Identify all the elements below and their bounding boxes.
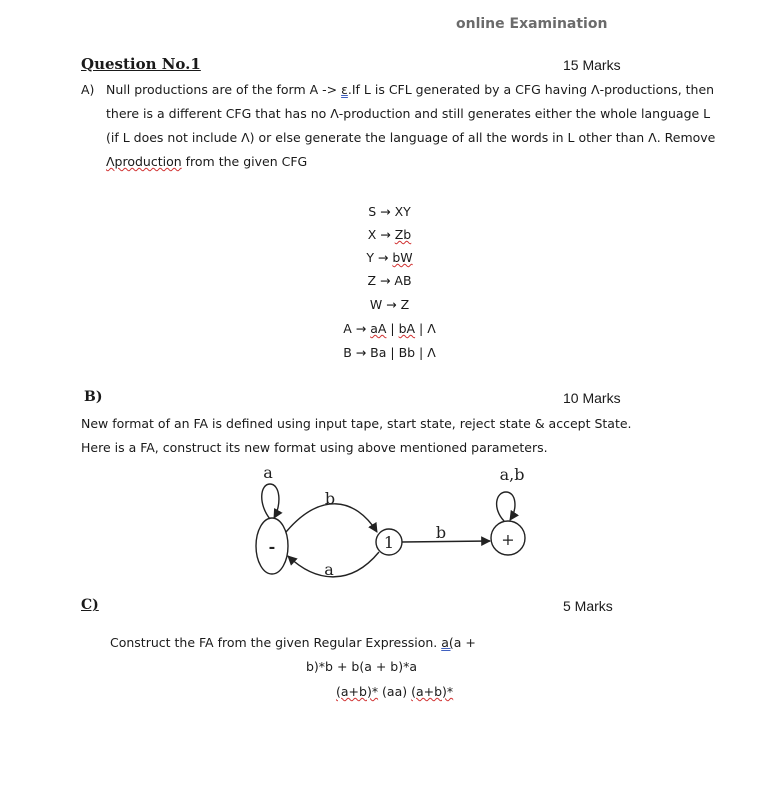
edge-label-loop-start: a <box>263 463 273 482</box>
state-label-1: 1 <box>383 533 395 552</box>
part-a-line-2: there is a different CFG that has no Λ-production and still generates either the whole language L <box>106 106 711 121</box>
spellcheck-word: bW <box>392 250 413 265</box>
text-segment: L is CFL generated by a CFG having Λ-productions, then <box>359 82 715 97</box>
spellcheck-word: Zb <box>394 227 412 242</box>
part-b-marks: 10 Marks <box>563 390 621 406</box>
grammar-rule-b: B → Ba | Bb | Λ <box>343 345 436 360</box>
part-c-line-3 <box>336 680 453 704</box>
edge-label-1-to-start: a <box>324 560 334 579</box>
grammar-rule-y <box>0 250 779 265</box>
text-segment: . <box>347 82 352 97</box>
edge-label-loop-accept: a,b <box>499 465 525 484</box>
loop-accept-edge <box>497 492 515 521</box>
spellcheck-word: bA <box>398 321 416 336</box>
spellcheck-word: Λproduction <box>106 154 182 169</box>
text-segment: from the given CFG <box>181 154 308 169</box>
part-c-line-2: b)*b + b(a + b)*a <box>306 659 418 674</box>
text-segment: (aa) <box>378 684 412 699</box>
question-marks: 15 Marks <box>563 57 621 73</box>
part-a-line-4 <box>106 150 307 174</box>
fa-diagram <box>240 462 540 587</box>
loop-start-edge <box>262 484 279 519</box>
part-a-line-1 <box>106 78 714 102</box>
part-c-marks: 5 Marks <box>563 598 613 614</box>
grammar-rule-z: Z → AB <box>367 273 412 288</box>
text-segment: If <box>351 82 360 97</box>
spellcheck-word: aA <box>370 321 387 336</box>
text-segment: | <box>386 321 399 336</box>
grammar-rule-x <box>0 227 779 242</box>
text-segment: A → <box>343 321 371 336</box>
edge-label-start-to-1: b <box>324 489 336 508</box>
part-c-line-1 <box>110 631 476 655</box>
part-c-label: C) <box>81 597 99 613</box>
part-a-line-3: (if L does not include Λ) or else generate the language of all the words in L other than Λ. Remove <box>106 130 716 145</box>
text-segment: X → <box>367 227 395 242</box>
state-label-accept: + <box>501 530 515 549</box>
text-segment: Y → <box>366 250 393 265</box>
grammar-rule-s: S → XY <box>368 204 411 219</box>
page-header-title: online Examination <box>456 16 608 32</box>
spellcheck-word: (a+b)* <box>336 684 379 699</box>
edge-start-to-1 <box>286 504 377 532</box>
text-segment: | Λ <box>415 321 436 336</box>
text-segment: Null productions are of the form A -> <box>106 82 342 97</box>
part-a-label: A) <box>81 82 95 97</box>
part-b-label: B) <box>84 389 103 405</box>
state-label-start: - <box>268 537 276 556</box>
epsilon-symbol: ε <box>341 82 348 97</box>
grammar-rule-a <box>0 321 779 336</box>
spellcheck-word: (a+b)* <box>411 684 454 699</box>
question-title: Question No.1 <box>81 55 201 73</box>
part-b-line-2: Here is a FA, construct its new format using above mentioned parameters. <box>81 440 548 455</box>
text-segment: Construct the FA from the given Regular Expression. <box>110 635 442 650</box>
text-segment: a + <box>453 635 476 650</box>
edge-label-1-to-accept: b <box>435 523 447 542</box>
part-b-line-1: New format of an FA is defined using input tape, start state, reject state & accept State. <box>81 416 632 431</box>
regex-segment: a( <box>441 635 454 650</box>
grammar-rule-w: W → Z <box>369 297 410 312</box>
